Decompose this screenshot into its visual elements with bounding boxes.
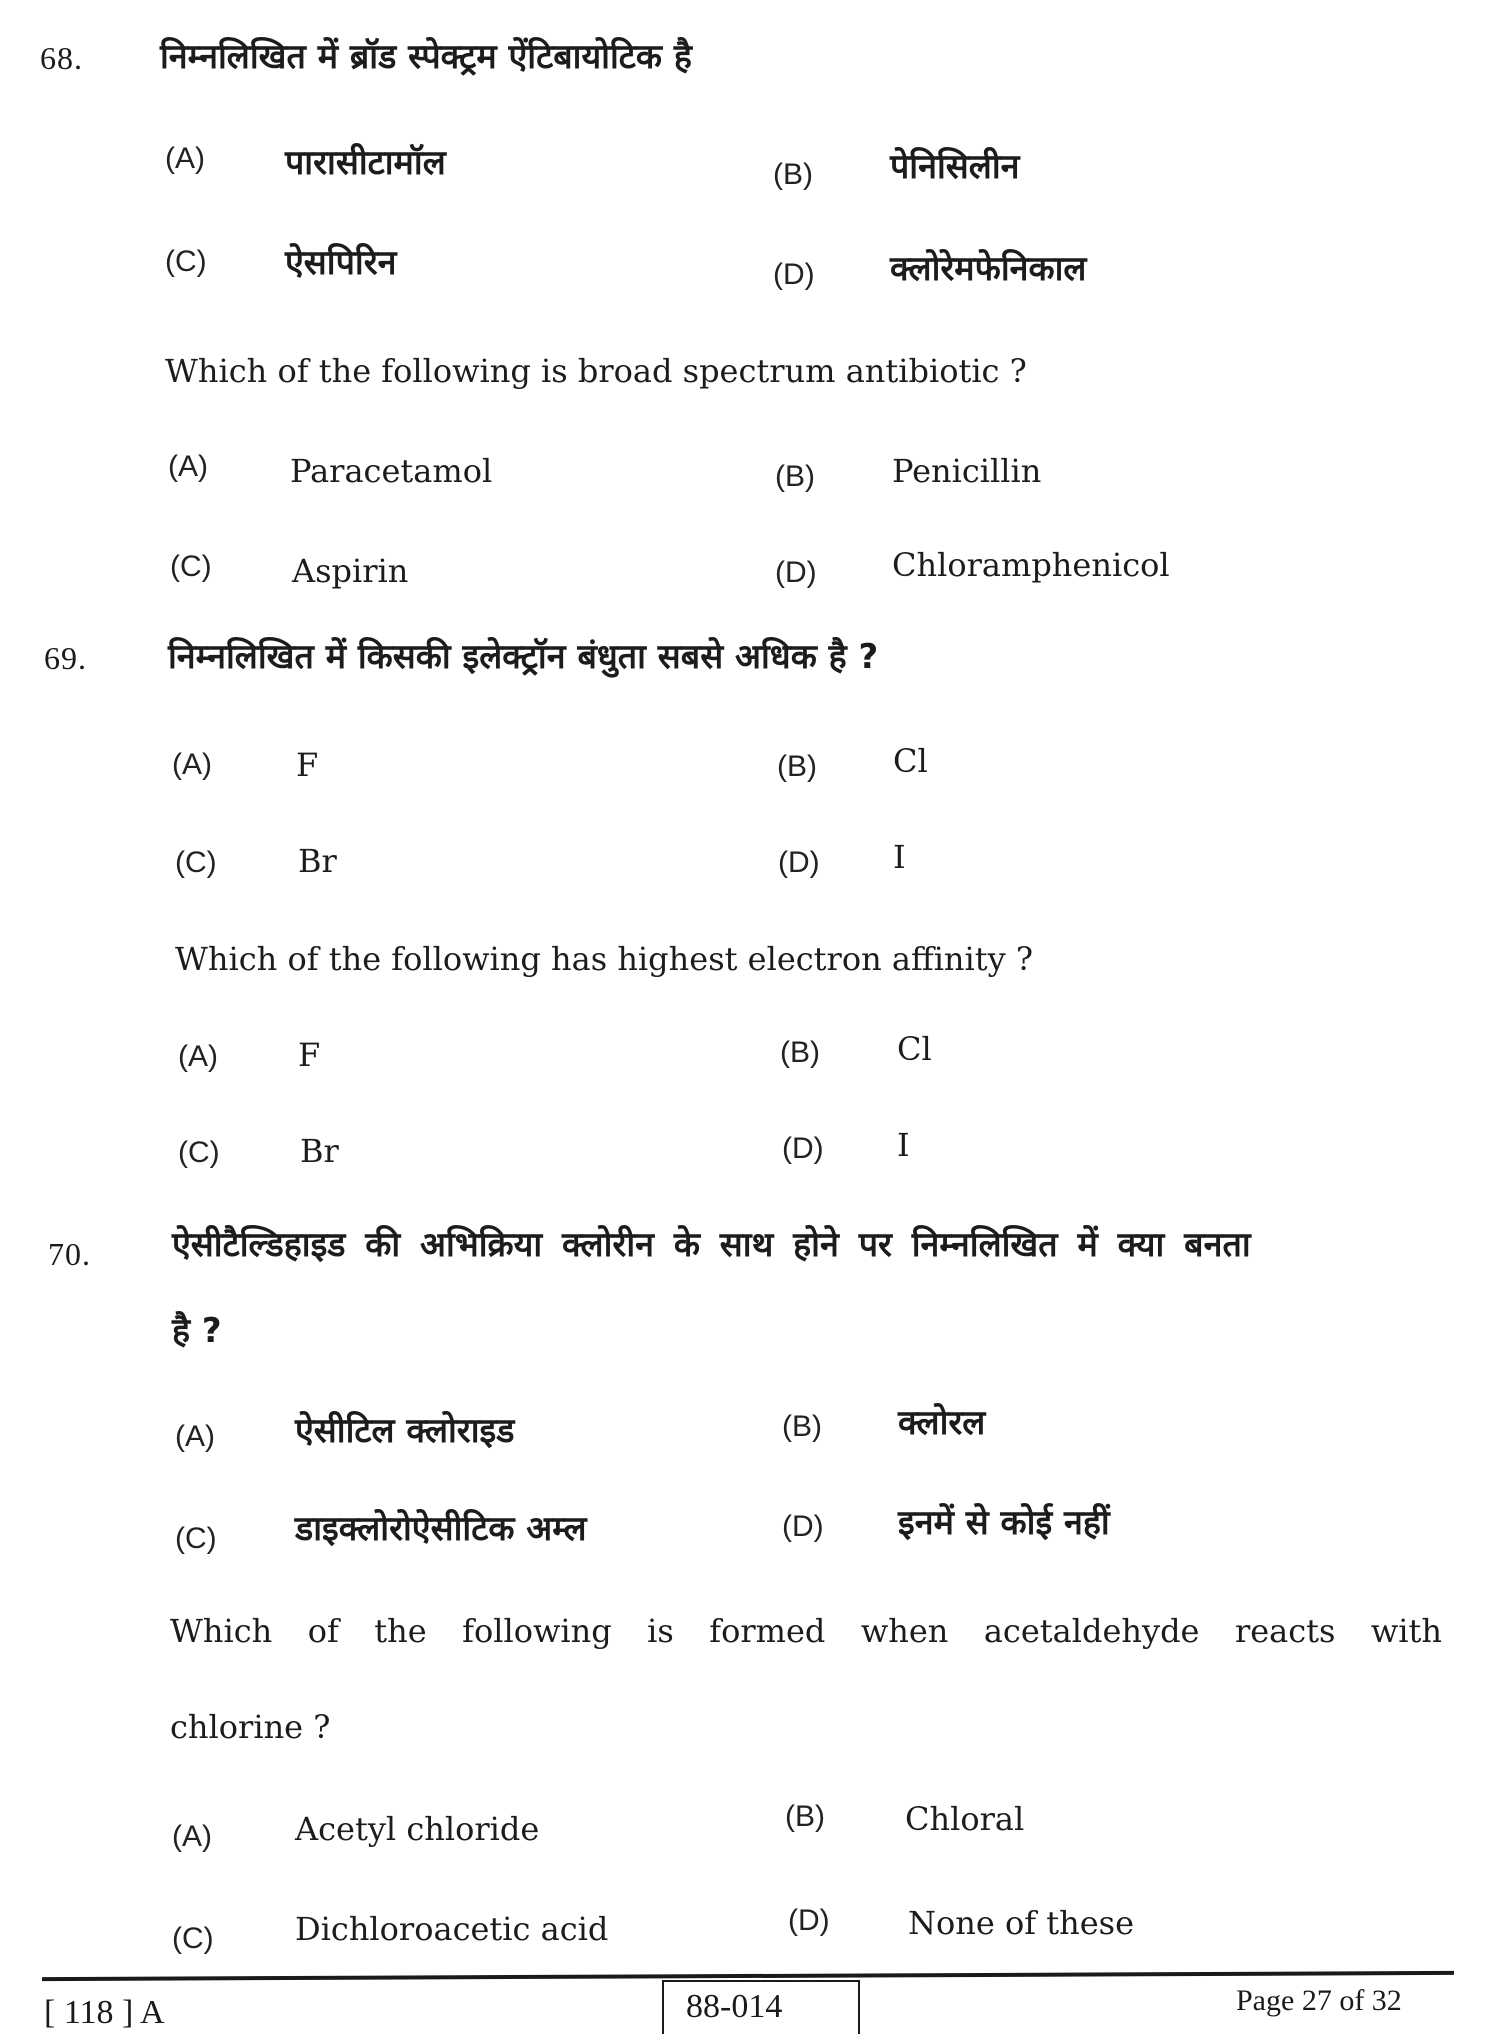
option-text-hindi: F: [296, 746, 319, 784]
option-text-hindi: इनमें से कोई नहीं: [898, 1503, 1110, 1543]
option-label: (D): [773, 258, 815, 291]
option-label: (C): [175, 846, 217, 879]
option-text-english: Acetyl chloride: [295, 1810, 540, 1848]
option-label: (C): [165, 245, 207, 278]
option-label: (A): [165, 142, 205, 175]
option-label: (C): [175, 1522, 217, 1555]
option-text-english: Paracetamol: [290, 452, 493, 490]
option-text-english: None of these: [908, 1904, 1135, 1942]
option-label: (D): [782, 1510, 824, 1543]
option-text-hindi: Cl: [893, 742, 928, 780]
option-text-english: Aspirin: [292, 552, 409, 590]
option-text-hindi: क्लोरल: [898, 1403, 986, 1443]
option-label: (A): [168, 450, 208, 483]
option-text-english: I: [897, 1126, 910, 1164]
option-label: (D): [782, 1132, 824, 1165]
option-label: (C): [170, 550, 212, 583]
option-text-hindi: डाइक्लोरोऐसीटिक अम्ल: [295, 1509, 587, 1549]
option-text-hindi: I: [893, 838, 906, 876]
question-number: 68.: [40, 40, 83, 76]
option-label: (B): [785, 1800, 825, 1833]
page-number: Page 27 of 32: [1236, 1984, 1402, 2017]
question-number: 69.: [44, 640, 87, 676]
option-label: (A): [178, 1040, 218, 1073]
option-text-hindi: पारासीटामॉल: [285, 143, 446, 183]
option-text-english: Dichloroacetic acid: [295, 1910, 609, 1948]
option-label: (B): [782, 1410, 822, 1443]
paper-code-left: [ 118 ] A: [44, 1994, 165, 2031]
question-text-hindi: निम्नलिखित में ब्रॉड स्पेक्ट्रम ऐंटिबायोटिक है: [160, 37, 692, 77]
option-label: (D): [778, 846, 820, 879]
question-number: 70.: [48, 1236, 91, 1272]
option-label: (A): [172, 748, 212, 781]
option-text-english: Chloramphenicol: [892, 546, 1170, 584]
option-text-english: Penicillin: [892, 452, 1042, 490]
option-text-english: F: [298, 1036, 321, 1074]
question-text-hindi: निम्नलिखित में किसकी इलेक्ट्रॉन बंधुता सबसे अधिक है ?: [168, 637, 879, 677]
question-text-english-line2: chlorine ?: [170, 1708, 331, 1746]
option-text-english: Br: [300, 1132, 339, 1170]
option-text-hindi: क्लोरेमफेनिकाल: [890, 249, 1087, 289]
option-label: (A): [175, 1420, 215, 1453]
option-text-hindi: ऐसपिरिन: [285, 243, 397, 283]
option-label: (B): [775, 460, 815, 493]
option-label: (D): [788, 1904, 830, 1937]
question-text-english: Which of the following has highest electron affinity ?: [175, 940, 1034, 978]
option-label: (B): [777, 750, 817, 783]
option-text-hindi: Br: [298, 842, 337, 880]
option-label: (B): [773, 158, 813, 191]
paper-code-center: 88-014: [686, 1988, 783, 2025]
question-text-english: Which of the following is broad spectrum antibiotic ?: [165, 352, 1027, 390]
question-text-hindi-line2: है ?: [172, 1311, 222, 1351]
question-text-hindi-line1: ऐसीटैल्डिहाइड की अभिक्रिया क्लोरीन के साथ होने पर निम्नलिखित में क्या बनता: [172, 1225, 1251, 1265]
question-text-english-line1: Which of the following is formed when acetaldehyde reacts with: [170, 1612, 1442, 1650]
option-text-hindi: ऐसीटिल क्लोराइड: [295, 1411, 515, 1451]
option-text-english: Chloral: [905, 1800, 1025, 1838]
option-label: (A): [172, 1820, 212, 1853]
option-text-hindi: पेनिसिलीन: [890, 147, 1020, 187]
option-label: (C): [178, 1136, 220, 1169]
paper-code-box: [662, 1980, 860, 2034]
option-label: (B): [780, 1036, 820, 1069]
option-label: (C): [172, 1922, 214, 1955]
option-text-english: Cl: [897, 1030, 932, 1068]
option-label: (D): [775, 556, 817, 589]
